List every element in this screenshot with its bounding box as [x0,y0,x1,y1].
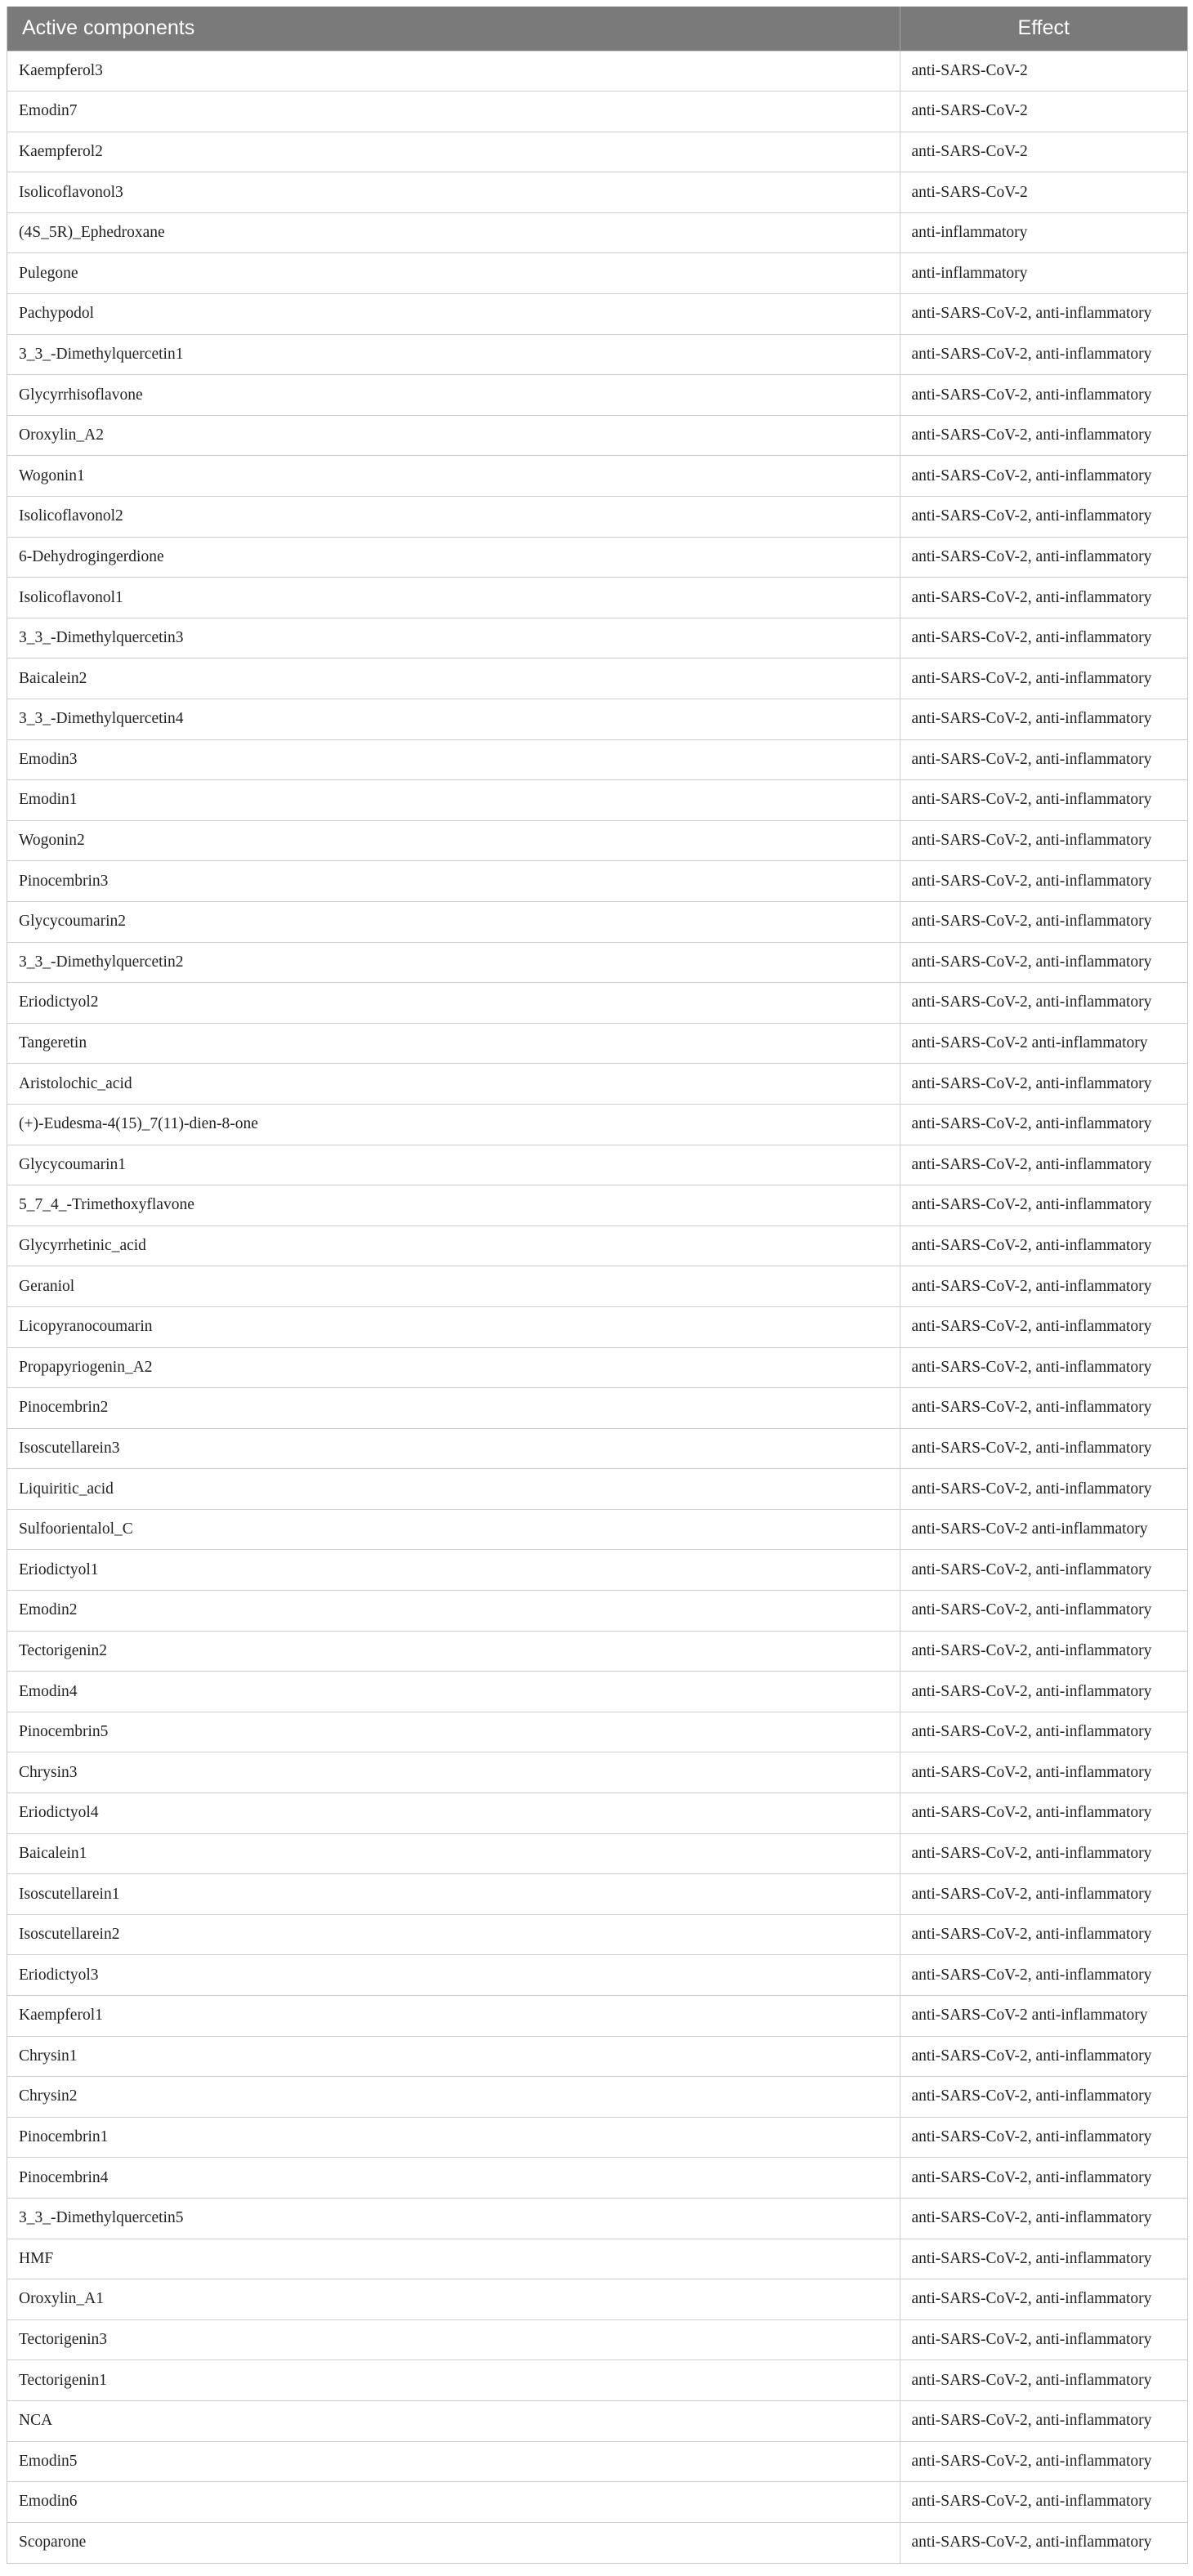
table-row [7,2158,1187,2199]
component-cell: Isoscutellarein2 [7,1914,900,1955]
effect-cell: anti-SARS-CoV-2, anti-inflammatory [900,739,1187,780]
effect-cell: anti-SARS-CoV-2, anti-inflammatory [900,1104,1187,1145]
component-cell: Isoscutellarein3 [7,1428,900,1469]
effect-cell: anti-SARS-CoV-2, anti-inflammatory [900,1591,1187,1632]
effect-cell: anti-SARS-CoV-2, anti-inflammatory [900,2279,1187,2320]
table-row [7,1793,1187,1834]
table-row [7,92,1187,132]
component-cell: Eriodictyol2 [7,983,900,1024]
component-cell: Aristolochic_acid [7,1064,900,1105]
component-cell: Pinocembrin2 [7,1388,900,1429]
active-components-table [7,7,1187,2563]
table-row [7,415,1187,456]
table-row [7,1469,1187,1510]
component-cell: Oroxylin_A2 [7,415,900,456]
effect-cell: anti-SARS-CoV-2, anti-inflammatory [900,2522,1187,2563]
header-effect: Effect [1017,16,1070,40]
table-row [7,1996,1187,2037]
table-row [7,699,1187,740]
table-header [7,7,1187,51]
effect-cell: anti-SARS-CoV-2, anti-inflammatory [900,820,1187,861]
component-cell: Baicalein2 [7,659,900,699]
table-row [7,212,1187,253]
table-row [7,2400,1187,2441]
component-cell: Tectorigenin3 [7,2319,900,2360]
effect-cell: anti-SARS-CoV-2, anti-inflammatory [900,1793,1187,1834]
table-row [7,1550,1187,1591]
component-cell: Emodin6 [7,2482,900,2523]
component-cell: Eriodictyol4 [7,1793,900,1834]
component-cell: 3_3_-Dimethylquercetin2 [7,942,900,983]
effect-cell: anti-SARS-CoV-2, anti-inflammatory [900,2158,1187,2199]
effect-cell: anti-SARS-CoV-2, anti-inflammatory [900,1752,1187,1793]
table-row [7,1712,1187,1752]
effect-cell: anti-SARS-CoV-2, anti-inflammatory [900,1955,1187,1996]
table-row [7,1874,1187,1915]
table-row [7,1388,1187,1429]
effect-cell: anti-SARS-CoV-2, anti-inflammatory [900,1145,1187,1185]
effect-cell: anti-SARS-CoV-2, anti-inflammatory [900,659,1187,699]
component-cell: HMF [7,2239,900,2279]
table-row [7,1145,1187,1185]
effect-cell: anti-SARS-CoV-2, anti-inflammatory [900,294,1187,335]
effect-cell: anti-SARS-CoV-2, anti-inflammatory [900,1833,1187,1874]
effect-cell: anti-SARS-CoV-2, anti-inflammatory [900,1347,1187,1388]
table-row [7,861,1187,902]
table-row [7,2522,1187,2563]
table-row [7,1064,1187,1105]
table-row [7,1266,1187,1307]
component-cell: 3_3_-Dimethylquercetin4 [7,699,900,740]
component-cell: Glycycoumarin2 [7,901,900,942]
table-row [7,820,1187,861]
effect-cell: anti-SARS-CoV-2, anti-inflammatory [900,2077,1187,2118]
component-cell: Eriodictyol1 [7,1550,900,1591]
component-cell: Licopyranocoumarin [7,1306,900,1347]
effect-cell: anti-SARS-CoV-2, anti-inflammatory [900,780,1187,821]
component-cell: Propapyriogenin_A2 [7,1347,900,1388]
component-cell: Chrysin1 [7,2036,900,2077]
effect-cell: anti-inflammatory [900,253,1187,294]
table-row [7,1509,1187,1550]
effect-cell: anti-SARS-CoV-2, anti-inflammatory [900,415,1187,456]
effect-cell: anti-SARS-CoV-2, anti-inflammatory [900,861,1187,902]
effect-cell: anti-SARS-CoV-2, anti-inflammatory [900,983,1187,1024]
component-cell: Tectorigenin2 [7,1631,900,1672]
table-row [7,1185,1187,1226]
component-cell: Emodin3 [7,739,900,780]
component-cell: Glycyrrhetinic_acid [7,1225,900,1266]
effect-cell: anti-SARS-CoV-2, anti-inflammatory [900,1428,1187,1469]
table-row [7,375,1187,416]
effect-cell: anti-SARS-CoV-2, anti-inflammatory [900,497,1187,538]
table-row [7,2319,1187,2360]
effect-cell: anti-SARS-CoV-2, anti-inflammatory [900,537,1187,578]
component-cell: Tectorigenin1 [7,2360,900,2401]
table-row [7,659,1187,699]
table-row [7,1225,1187,1266]
effect-cell: anti-SARS-CoV-2, anti-inflammatory [900,334,1187,375]
effect-cell: anti-SARS-CoV-2, anti-inflammatory [900,456,1187,497]
effect-cell: anti-SARS-CoV-2, anti-inflammatory [900,2319,1187,2360]
effect-cell: anti-SARS-CoV-2, anti-inflammatory [900,1266,1187,1307]
component-cell: Isolicoflavonol3 [7,172,900,213]
effect-cell: anti-SARS-CoV-2, anti-inflammatory [900,1225,1187,1266]
table-row [7,456,1187,497]
component-cell: Liquiritic_acid [7,1469,900,1510]
effect-cell: anti-SARS-CoV-2, anti-inflammatory [900,1550,1187,1591]
effect-cell: anti-SARS-CoV-2, anti-inflammatory [900,901,1187,942]
component-cell: NCA [7,2400,900,2441]
effect-cell: anti-SARS-CoV-2 [900,51,1187,92]
table-row [7,2077,1187,2118]
effect-cell: anti-SARS-CoV-2, anti-inflammatory [900,2441,1187,2482]
table-row [7,1833,1187,1874]
component-cell: Isoscutellarein1 [7,1874,900,1915]
table-row [7,51,1187,92]
effect-cell: anti-SARS-CoV-2 [900,92,1187,132]
effect-cell: anti-SARS-CoV-2, anti-inflammatory [900,1712,1187,1752]
component-cell: Chrysin3 [7,1752,900,1793]
component-cell: Kaempferol1 [7,1996,900,2037]
effect-cell: anti-SARS-CoV-2 anti-inflammatory [900,1023,1187,1064]
table-row [7,537,1187,578]
table-row [7,1631,1187,1672]
component-cell: Sulfoorientalol_C [7,1509,900,1550]
effect-cell: anti-SARS-CoV-2, anti-inflammatory [900,578,1187,618]
table-row [7,1591,1187,1632]
table-row [7,2239,1187,2279]
table-row [7,578,1187,618]
table-row [7,780,1187,821]
component-cell: Emodin4 [7,1672,900,1712]
table-row [7,2360,1187,2401]
table-row [7,1914,1187,1955]
effect-cell: anti-SARS-CoV-2, anti-inflammatory [900,1469,1187,1510]
table-row [7,2198,1187,2239]
component-cell: Pinocembrin5 [7,1712,900,1752]
table-body [7,51,1187,2563]
effect-cell: anti-SARS-CoV-2 [900,132,1187,172]
effect-cell: anti-inflammatory [900,212,1187,253]
effect-cell: anti-SARS-CoV-2, anti-inflammatory [900,2036,1187,2077]
effect-cell: anti-SARS-CoV-2, anti-inflammatory [900,2482,1187,2523]
effect-cell: anti-SARS-CoV-2 [900,172,1187,213]
effect-cell: anti-SARS-CoV-2, anti-inflammatory [900,375,1187,416]
component-cell: Pachypodol [7,294,900,335]
component-cell: Emodin5 [7,2441,900,2482]
components-table-container [7,7,1188,2564]
component-cell: 3_3_-Dimethylquercetin1 [7,334,900,375]
table-row [7,618,1187,659]
table-row [7,2117,1187,2158]
table-row [7,294,1187,335]
effect-cell: anti-SARS-CoV-2, anti-inflammatory [900,2198,1187,2239]
effect-cell: anti-SARS-CoV-2, anti-inflammatory [900,1388,1187,1429]
table-row [7,334,1187,375]
header-row [7,7,1187,51]
component-cell: Chrysin2 [7,2077,900,2118]
table-row [7,1752,1187,1793]
table-row [7,1104,1187,1145]
table-row [7,739,1187,780]
component-cell: Kaempferol2 [7,132,900,172]
component-cell: Isolicoflavonol1 [7,578,900,618]
table-row [7,497,1187,538]
effect-cell: anti-SARS-CoV-2, anti-inflammatory [900,1874,1187,1915]
table-row [7,132,1187,172]
table-row [7,983,1187,1024]
component-cell: Pinocembrin4 [7,2158,900,2199]
component-cell: Kaempferol3 [7,51,900,92]
effect-cell: anti-SARS-CoV-2, anti-inflammatory [900,2360,1187,2401]
effect-cell: anti-SARS-CoV-2, anti-inflammatory [900,1185,1187,1226]
component-cell: Emodin1 [7,780,900,821]
effect-cell: anti-SARS-CoV-2, anti-inflammatory [900,1914,1187,1955]
table-row [7,942,1187,983]
component-cell: Oroxylin_A1 [7,2279,900,2320]
table-row [7,901,1187,942]
table-row [7,2482,1187,2523]
component-cell: Glycyrrhisoflavone [7,375,900,416]
component-cell: Geraniol [7,1266,900,1307]
effect-cell: anti-SARS-CoV-2, anti-inflammatory [900,699,1187,740]
component-cell: Emodin2 [7,1591,900,1632]
table-row [7,172,1187,213]
component-cell: Scoparone [7,2522,900,2563]
table-row [7,1023,1187,1064]
effect-cell: anti-SARS-CoV-2, anti-inflammatory [900,1672,1187,1712]
effect-cell: anti-SARS-CoV-2, anti-inflammatory [900,2117,1187,2158]
header-active-components: Active components [7,7,900,51]
component-cell: Wogonin2 [7,820,900,861]
table-row [7,1428,1187,1469]
component-cell: (+)-Eudesma-4(15)_7(11)-dien-8-one [7,1104,900,1145]
component-cell: 6-Dehydrogingerdione [7,537,900,578]
component-cell: Tangeretin [7,1023,900,1064]
effect-cell: anti-SARS-CoV-2, anti-inflammatory [900,1631,1187,1672]
component-cell: Baicalein1 [7,1833,900,1874]
component-cell: Pinocembrin1 [7,2117,900,2158]
component-cell: 5_7_4_-Trimethoxyflavone [7,1185,900,1226]
component-cell: Eriodictyol3 [7,1955,900,1996]
effect-cell: anti-SARS-CoV-2, anti-inflammatory [900,1064,1187,1105]
table-row [7,2036,1187,2077]
table-row [7,1672,1187,1712]
effect-cell: anti-SARS-CoV-2, anti-inflammatory [900,2400,1187,2441]
effect-cell: anti-SARS-CoV-2, anti-inflammatory [900,1306,1187,1347]
table-row [7,1347,1187,1388]
component-cell: Pulegone [7,253,900,294]
table-row [7,1306,1187,1347]
effect-cell: anti-SARS-CoV-2, anti-inflammatory [900,942,1187,983]
effect-cell: anti-SARS-CoV-2 anti-inflammatory [900,1996,1187,2037]
table-row [7,2441,1187,2482]
effect-cell: anti-SARS-CoV-2 anti-inflammatory [900,1509,1187,1550]
effect-cell: anti-SARS-CoV-2, anti-inflammatory [900,2239,1187,2279]
table-row [7,1955,1187,1996]
table-row [7,253,1187,294]
component-cell: Wogonin1 [7,456,900,497]
component-cell: Emodin7 [7,92,900,132]
component-cell: (4S_5R)_Ephedroxane [7,212,900,253]
component-cell: Glycycoumarin1 [7,1145,900,1185]
table-row [7,2279,1187,2320]
effect-cell: anti-SARS-CoV-2, anti-inflammatory [900,618,1187,659]
component-cell: Isolicoflavonol2 [7,497,900,538]
component-cell: 3_3_-Dimethylquercetin3 [7,618,900,659]
component-cell: Pinocembrin3 [7,861,900,902]
component-cell: 3_3_-Dimethylquercetin5 [7,2198,900,2239]
